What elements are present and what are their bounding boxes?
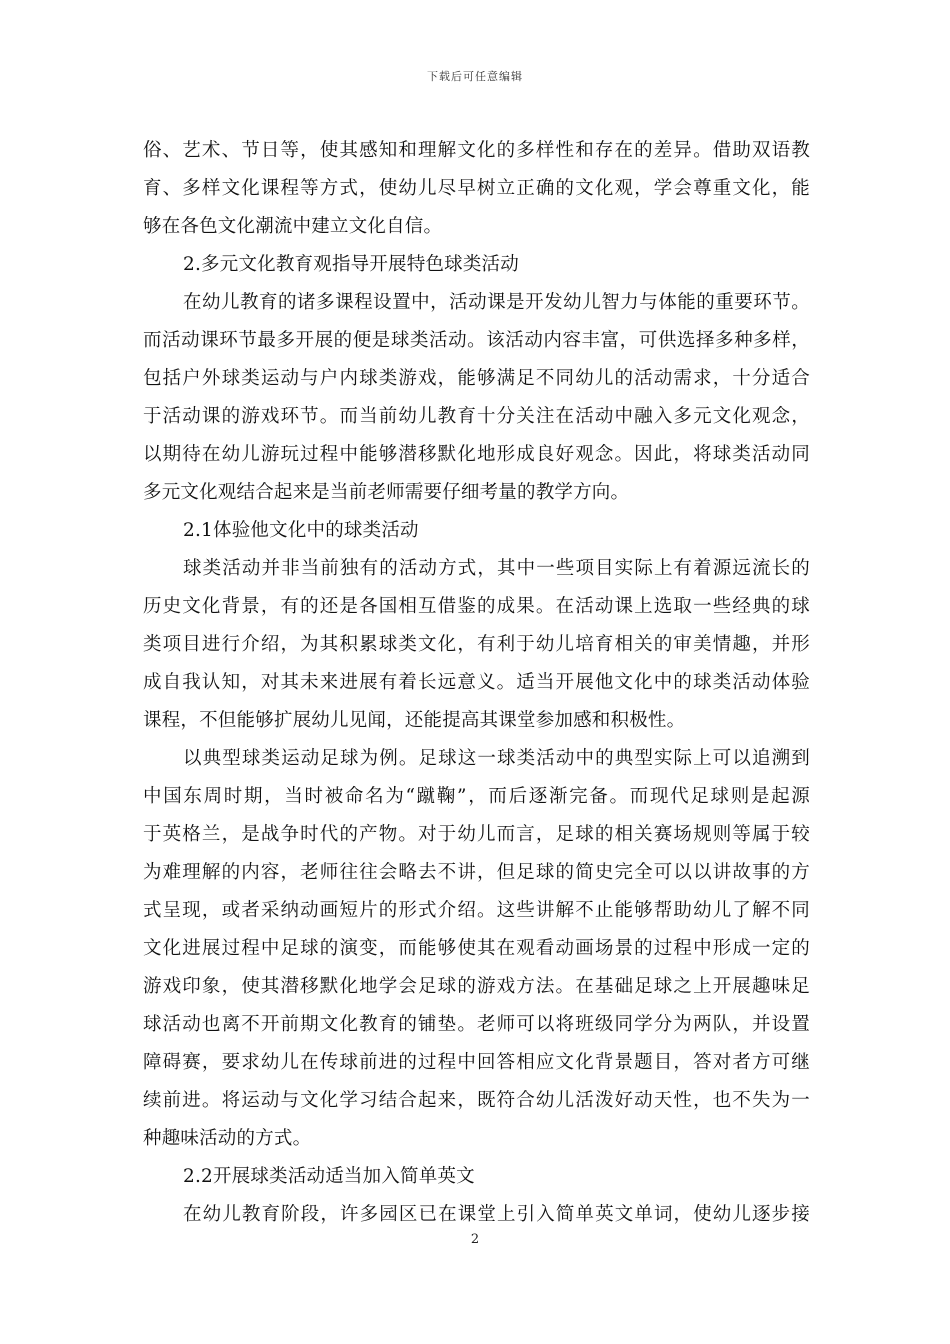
paragraph-line: 游戏印象，使其潜移默化地学会足球的游戏方法。在基础足球之上开展趣味足 [143, 976, 810, 997]
paragraph-line: 而活动课环节最多开展的便是球类活动。该活动内容丰富，可供选择多种多样， [143, 330, 810, 351]
paragraph-line: 俗、艺术、节日等，使其感知和理解文化的多样性和存在的差异。借助双语教 [143, 140, 810, 161]
paragraph-line: 为难理解的内容，老师往往会略去不讲，但足球的简史完全可以以讲故事的方 [143, 862, 810, 883]
paragraph-line: 够在各色文化潮流中建立文化自信。 [143, 216, 443, 237]
paragraph-line: 球类活动并非当前独有的活动方式，其中一些项目实际上有着源远流长的 [183, 558, 810, 579]
subsection-heading: 2.2开展球类活动适当加入简单英文 [183, 1166, 475, 1187]
page-header: 下载后可任意编辑 [427, 70, 523, 83]
paragraph-line: 以期待在幼儿游玩过程中能够潜移默化地形成良好观念。因此，将球类活动同 [143, 444, 810, 465]
subsection-heading: 2.1体验他文化中的球类活动 [183, 520, 419, 541]
paragraph-line: 式呈现，或者采纳动画短片的形式介绍。这些讲解不止能够帮助幼儿了解不同 [143, 900, 810, 921]
page-number: 2 [470, 1232, 480, 1247]
paragraph-line: 续前进。将运动与文化学习结合起来，既符合幼儿活泼好动天性，也不失为一 [143, 1090, 810, 1111]
paragraph-line: 于英格兰，是战争时代的产物。对于幼儿而言，足球的相关赛场规则等属于较 [143, 824, 810, 845]
paragraph-line: 在幼儿教育阶段，许多园区已在课堂上引入简单英文单词，使幼儿逐步接 [183, 1204, 810, 1225]
paragraph-line: 成自我认知，对其未来进展有着长远意义。适当开展他文化中的球类活动体验 [143, 672, 810, 693]
paragraph-line: 于活动课的游戏环节。而当前幼儿教育十分关注在活动中融入多元文化观念， [143, 406, 810, 427]
paragraph-line: 种趣味活动的方式。 [143, 1128, 312, 1149]
paragraph-line: 中国东周时期，当时被命名为“蹴鞠”，而后逐渐完备。而现代足球则是起源 [143, 786, 810, 807]
paragraph-line: 类项目进行介绍，为其积累球类文化，有利于幼儿培育相关的审美情趣，并形 [143, 634, 810, 655]
paragraph-line: 多元文化观结合起来是当前老师需要仔细考量的教学方向。 [143, 482, 630, 503]
paragraph-line: 在幼儿教育的诸多课程设置中，活动课是开发幼儿智力与体能的重要环节。 [183, 292, 810, 313]
paragraph-line: 历史文化背景，有的还是各国相互借鉴的成果。在活动课上选取一些经典的球 [143, 596, 810, 617]
section-heading: 2.多元文化教育观指导开展特色球类活动 [183, 254, 519, 275]
paragraph-line: 文化进展过程中足球的演变，而能够使其在观看动画场景的过程中形成一定的 [143, 938, 810, 959]
paragraph-line: 课程，不但能够扩展幼儿见闻，还能提高其课堂参加感和积极性。 [143, 710, 686, 731]
paragraph-line: 以典型球类运动足球为例。足球这一球类活动中的典型实际上可以追溯到 [183, 748, 810, 769]
paragraph-line: 球活动也离不开前期文化教育的铺垫。老师可以将班级同学分为两队，并设置 [143, 1014, 810, 1035]
document-body [143, 132, 810, 1234]
paragraph-line: 包括户外球类运动与户内球类游戏，能够满足不同幼儿的活动需求，十分适合 [143, 368, 810, 389]
paragraph-line: 障碍赛，要求幼儿在传球前进的过程中回答相应文化背景题目，答对者方可继 [143, 1052, 810, 1073]
paragraph-line: 育、多样文化课程等方式，使幼儿尽早树立正确的文化观，学会尊重文化，能 [143, 178, 810, 199]
